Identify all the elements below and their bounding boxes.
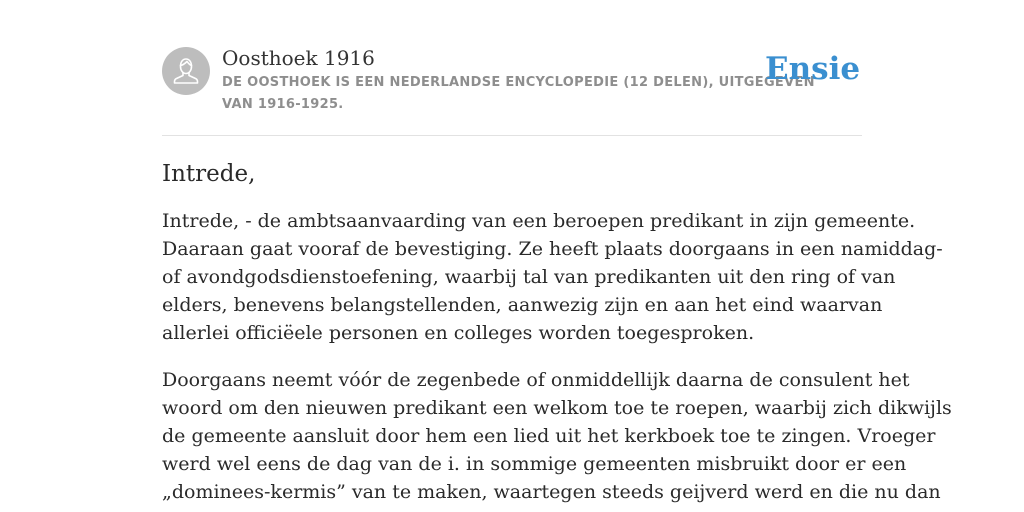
paragraph-line: Doorgaans neemt vóór de zegenbede of onmiddellijk daarna de consulent het [162,369,910,391]
paragraph-line: „dominees-kermis” van te maken, waartegen steeds geijverd werd en die nu dan [162,481,941,503]
ensie-logo[interactable]: Ensie [765,51,861,87]
source-description-line: VAN 1916-1925. [222,97,344,112]
header-divider [162,135,862,136]
paragraph-line: werd wel eens de dag van de i. in sommige gemeenten misbruikt door er een [162,453,907,475]
paragraph-line: elders, benevens belangstellenden, aanwezig zijn en aan het eind waarvan [162,294,883,316]
article-title: Intrede, [162,161,256,187]
source-description [222,72,815,116]
source-name[interactable]: Oosthoek 1916 [222,46,375,70]
paragraph-line: of avondgodsdienstoefening, waarbij tal van predikanten uit den ring of van [162,266,896,288]
article-paragraph [162,366,952,506]
paragraph-line: allerlei officiëele personen en colleges worden toegesproken. [162,322,755,344]
paragraph-line: Daaraan gaat vooraf de bevestiging. Ze heeft plaats doorgaans in een namiddag- [162,238,943,260]
user-icon[interactable] [162,47,210,95]
source-description-line: DE OOSTHOEK IS EEN NEDERLANDSE ENCYCLOPEDIE (12 DELEN), UITGEGEVEN [222,75,815,90]
source-header [162,45,862,135]
paragraph-line: woord om den nieuwen predikant een welkom toe te roepen, waarbij zich dikwijls [162,397,952,419]
article [162,157,952,512]
article-paragraph [162,207,943,347]
paragraph-line: Intrede, - de ambtsaanvaarding van een beroepen predikant in zijn gemeente. [162,210,916,232]
paragraph-line: de gemeente aansluit door hem een lied uit het kerkboek toe te zingen. Vroeger [162,425,936,447]
